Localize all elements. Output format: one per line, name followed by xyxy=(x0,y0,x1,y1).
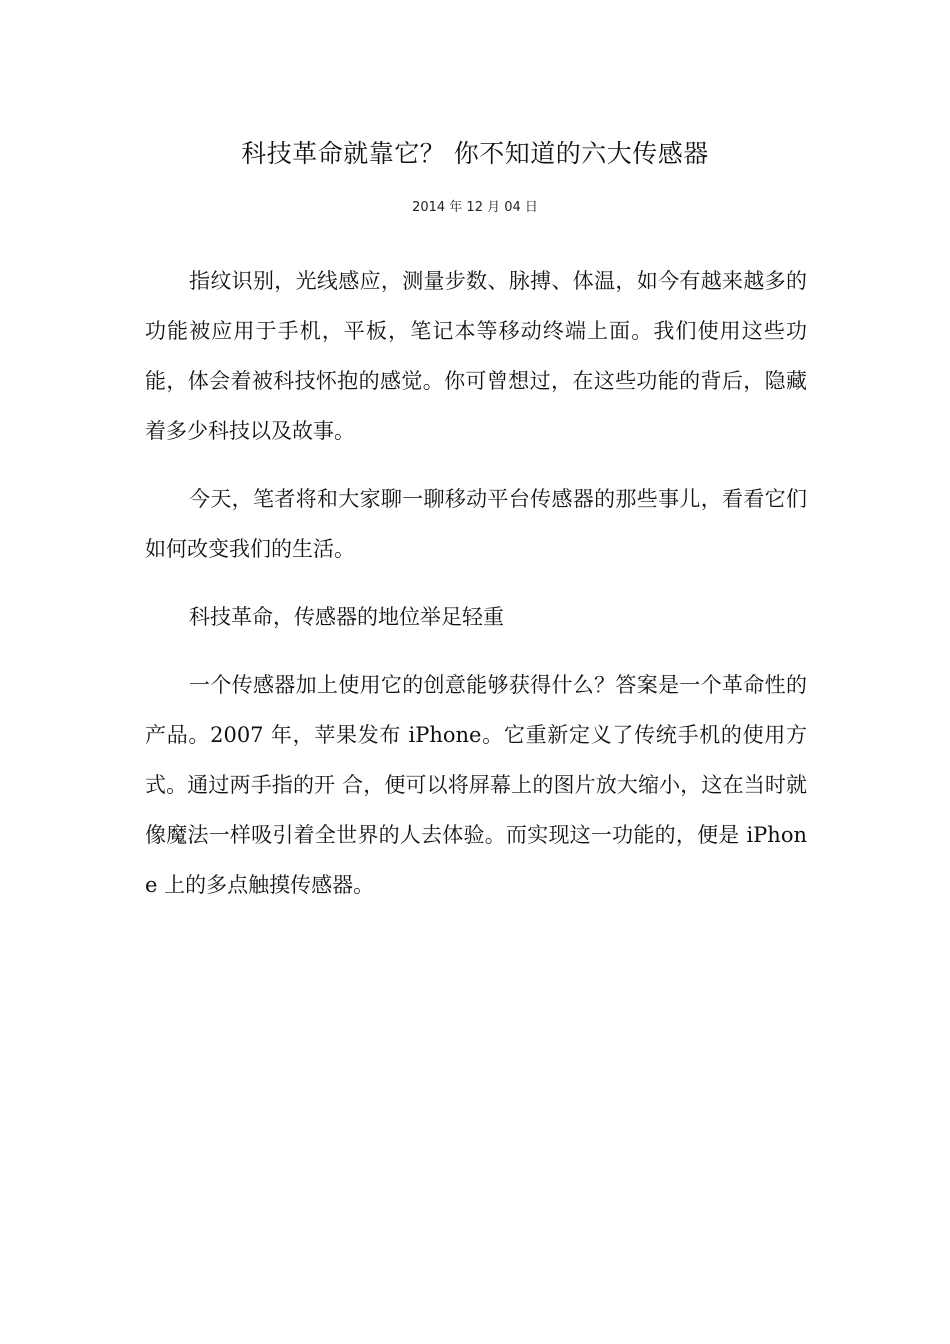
paragraph-today: 今天，笔者将和大家聊一聊移动平台传感器的那些事儿，看看它们如何改变我们的生活。 xyxy=(145,487,807,561)
article-title: 科技革命就靠它？ 你不知道的六大传感器 xyxy=(241,139,709,168)
article-date: 2014 年 12 月 04 日 xyxy=(412,200,538,215)
paragraph-intro: 指纹识别，光线感应，测量步数、脉搏、体温，如今有越来越多的功能被应用于手机，平板，笔记本等移动终端上面。我们使用这些功能，体会着被科技怀抱的感觉。你可曾想过，在这些功能的背后，隐藏着多少科技以及故事。 xyxy=(145,269,807,443)
paragraph-iphone: 一个传感器加上使用它的创意能够获得什么？答案是一个革命性的产品。2007 年，苹果发布 iPhone。它重新定义了传统手机的使用方式。通过两手指的开 合，便可以将屏幕上的图片放大缩小，这在当时就像魔法一样吸引着全世界的人去体验。而实现这一功能的，便是 iPhone 上的多点触摸传感器。 xyxy=(145,673,807,897)
section-heading: 科技革命，传感器的地位举足轻重 xyxy=(189,605,504,629)
